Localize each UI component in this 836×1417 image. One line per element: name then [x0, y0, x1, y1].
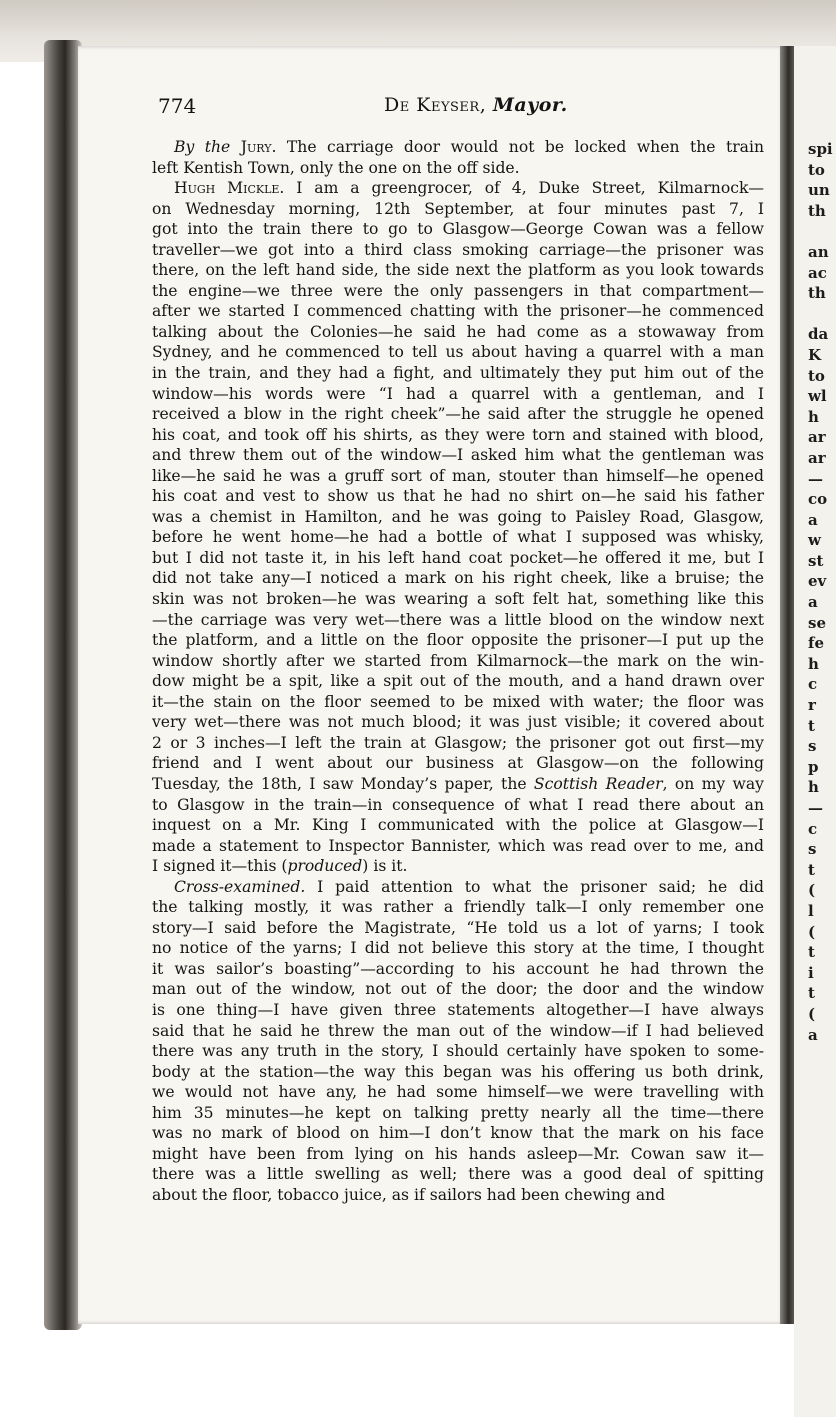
text-line: received a blow in the right cheek”—he said after the struggle he opened	[152, 405, 764, 424]
facing-page-fragment: p	[808, 757, 819, 776]
facing-page-fragment: i	[808, 963, 814, 982]
text-line: very wet—there was not much blood; it was just visible; it covered about	[152, 713, 764, 732]
text-line: Tuesday, the 18th, I saw Monday’s paper, the Scottish Reader, on my way	[152, 774, 764, 793]
facing-page-fragment: t	[808, 716, 815, 735]
page-header	[158, 94, 770, 120]
text-line: about the floor, tobacco juice, as if sailors had been chewing and	[152, 1185, 666, 1204]
facing-page-fragment: l	[808, 901, 814, 920]
facing-page-fragment: co	[808, 490, 828, 509]
text-line: we would not have any, he had some himself—we were travelling with	[152, 1083, 764, 1102]
facing-page-fragment: an	[808, 242, 829, 261]
text-line: in the train, and they had a fight, and ultimately they put him out of the	[152, 364, 764, 383]
text-line: dow might be a spit, like a spit out of the mouth, and a hand drawn over	[152, 672, 764, 691]
facing-page-fragment: un	[808, 181, 830, 200]
facing-page-fragment: th	[808, 284, 826, 303]
facing-page-fragment: h	[808, 778, 819, 797]
facing-page-fragment: K	[808, 345, 822, 364]
document-body	[152, 137, 764, 1205]
facing-page-fragment: ac	[808, 263, 827, 282]
text-line: the talking mostly, it was rather a friendly talk—I only remember one	[152, 898, 764, 917]
paragraph	[152, 137, 764, 178]
page-gutter-shadow	[780, 46, 794, 1324]
text-line: said that he said he threw the man out of the window—if I had believed	[152, 1021, 764, 1040]
text-line: on Wednesday morning, 12th September, at four minutes past 7, I	[152, 199, 764, 218]
text-line: the engine—we three were the only passengers in that compartment—	[152, 281, 764, 300]
text-line: man out of the window, not out of the door; the door and the window	[152, 980, 764, 999]
text-line: talking about the Colonies—he said he had come as a stowaway from	[152, 322, 764, 341]
text-line: was a chemist in Hamilton, and he was going to Paisley Road, Glasgow,	[152, 507, 764, 526]
facing-page-fragment: to	[808, 160, 825, 179]
facing-page-fragment: a	[808, 1025, 818, 1044]
text-line: is one thing—I have given three statements altogether—I have always	[152, 1000, 764, 1019]
facing-page-fragment	[794, 304, 836, 325]
speaker-label: Hugh Mickle.	[174, 179, 285, 198]
speaker-label: By the Jury.	[174, 138, 277, 156]
facing-page-fragment: r	[808, 696, 816, 715]
text-line: the platform, and a little on the floor opposite the prisoner—I put up the	[152, 631, 764, 650]
facing-page-fragment: h	[808, 407, 819, 426]
facing-page-fragment: ar	[808, 448, 826, 467]
text-line: got into the train there to go to Glasgow—George Cowan was a fellow	[152, 220, 764, 239]
text-line: was no mark of blood on him—I don’t know that the mark on his face	[152, 1124, 764, 1143]
text-line: story—I said before the Magistrate, “He told us a lot of yarns; I took	[152, 918, 764, 937]
facing-page-fragment: se	[808, 613, 826, 632]
text-line: it was sailor’s boasting”—according to his account he had thrown the	[152, 959, 764, 978]
facing-page-fragment: t	[808, 943, 815, 962]
text-line: Hugh Mickle. I am a greengrocer, of 4, Duke Street, Kilmarnock—	[174, 179, 764, 198]
text-line: but I did not taste it, in his left hand coat pocket—he offered it me, but I	[152, 548, 764, 567]
facing-page-fragment	[794, 1045, 836, 1066]
text-line: might have been from lying on his hands asleep—Mr. Cowan saw it—	[152, 1144, 764, 1163]
text-line: I signed it—this (produced) is it.	[152, 857, 408, 876]
facing-page-fragment: st	[808, 551, 824, 570]
text-line: like—he said he was a gruff sort of man, stouter than himself—he opened	[152, 466, 764, 485]
text-line: Sydney, and he commenced to tell us about having a quarrel with a man	[152, 343, 764, 362]
facing-page-fragment: c	[808, 675, 818, 694]
text-line: Cross-examined. I paid attention to what the prisoner said; he did	[174, 877, 764, 896]
facing-page-fragment: (	[808, 922, 816, 941]
facing-page-fragment: —	[808, 469, 823, 488]
facing-page-fragment: t	[808, 860, 815, 879]
text-line: friend and I went about our business at Glasgow—on the following	[152, 754, 764, 773]
text-line: traveller—we got into a third class smoking carriage—the prisoner was	[152, 240, 764, 259]
text-line: to Glasgow in the train—in consequence of what I read there about an	[152, 795, 764, 814]
facing-page-fragment: wl	[808, 387, 827, 406]
text-line: 2 or 3 inches—I left the train at Glasgow; the prisoner got out first—my	[152, 733, 764, 752]
text-line: made a statement to Inspector Bannister, which was read over to me, and	[152, 836, 764, 855]
text-line: did not take any—I noticed a mark on his right cheek, like a bruise; the	[152, 569, 764, 588]
facing-page-fragment: (	[808, 881, 816, 900]
facing-page-fragment	[794, 1086, 836, 1107]
facing-page-fragment	[794, 221, 836, 242]
facing-page-fragment: s	[808, 737, 817, 756]
page-number: 774	[158, 94, 197, 118]
text-line: there was any truth in the story, I should certainly have spoken to some-	[152, 1042, 764, 1061]
text-line: left Kentish Town, only the one on the off side.	[152, 158, 520, 177]
text-line: window shortly after we started from Kilmarnock—the mark on the win-	[152, 651, 764, 670]
facing-page-fragment: w	[808, 531, 821, 550]
text-line: —the carriage was very wet—there was a little blood on the window next	[152, 610, 764, 629]
running-head	[384, 94, 568, 116]
italic-phrase: produced	[287, 857, 363, 876]
facing-page-fragment: (	[808, 1004, 816, 1023]
text-line: there, on the left hand side, the side next the platform as you look towards	[152, 261, 764, 280]
text-line: and threw them out of the window—I asked him what the gentleman was	[152, 446, 764, 465]
running-head-title: Mayor.	[492, 94, 568, 116]
facing-page-fragment	[794, 1107, 836, 1128]
paragraph	[152, 178, 764, 877]
facing-page-fragment: ar	[808, 428, 826, 447]
facing-page-fragment: —	[808, 799, 823, 817]
facing-page-fragment: h	[808, 654, 819, 673]
facing-page-fragment: th	[808, 201, 826, 220]
text-line: inquest on a Mr. King I communicated with the police at Glasgow—I	[152, 816, 764, 835]
facing-page-fragment: da	[808, 325, 829, 344]
facing-page-fragment: c	[808, 819, 818, 838]
text-line: after we started I commenced chatting with the prisoner—he commenced	[152, 302, 764, 321]
speaker-label: Cross-examined.	[174, 877, 306, 896]
facing-page-fragment: a	[808, 510, 818, 529]
facing-page-fragment: ev	[808, 572, 827, 591]
text-line: By the Jury. The carriage door would not be locked when the train	[174, 138, 764, 156]
text-line: it—the stain on the floor seemed to be mixed with water; the floor was	[152, 692, 764, 711]
text-line: before he went home—he had a bottle of what I supposed was whisky,	[152, 528, 764, 547]
paragraph	[152, 877, 764, 1206]
text-line: no notice of the yarns; I did not believe this story at the time, I thought	[152, 939, 764, 958]
text-line: him 35 minutes—he kept on talking pretty nearly all the time—there	[152, 1103, 764, 1122]
text-line: his coat, and took off his shirts, as they were torn and stained with blood,	[152, 425, 764, 444]
facing-page-fragment: s	[808, 840, 817, 859]
facing-page-edge	[794, 46, 836, 1417]
facing-page-fragment	[794, 1066, 836, 1087]
book-spine-shadow	[44, 40, 82, 1330]
facing-page-fragment: a	[808, 593, 818, 612]
facing-page-fragment: to	[808, 366, 825, 385]
italic-phrase: Scottish Reader	[533, 774, 663, 793]
facing-page-fragment: fe	[808, 634, 824, 653]
facing-page-fragment: t	[808, 984, 815, 1003]
text-line: there was a little swelling as well; there was a good deal of spitting	[152, 1165, 764, 1184]
running-head-name: De Keyser,	[384, 94, 487, 116]
text-line: skin was not broken—he was wearing a soft felt hat, something like this	[152, 590, 764, 609]
text-line: window—his words were “I had a quarrel with a gentleman, and I	[152, 384, 764, 403]
facing-page-fragment: spi	[808, 140, 833, 158]
text-line: his coat and vest to show us that he had no shirt on—he said his father	[152, 487, 764, 506]
text-line: body at the station—the way this began was his offering us both drink,	[152, 1062, 764, 1081]
